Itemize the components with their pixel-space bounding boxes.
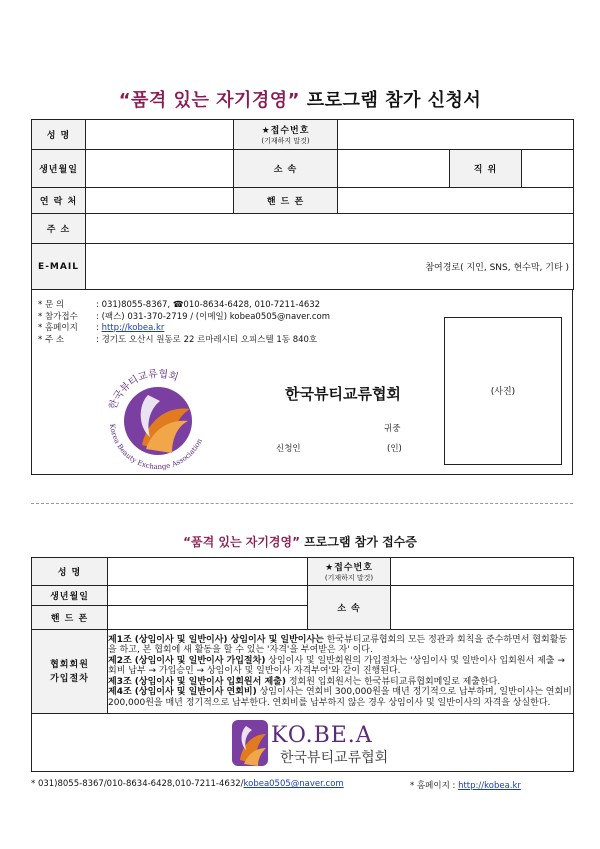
footer-homepage-link[interactable]: http://kobea.kr — [458, 781, 521, 791]
receipt-title: “품격 있는 자기경영” 프로그램 참가 접수증 — [183, 535, 417, 549]
receipt-affiliation-field[interactable] — [391, 586, 574, 630]
position-label: 직 위 — [450, 150, 522, 188]
kobea-logo-korean: 한국뷰티교류협회 — [280, 750, 389, 766]
receipt-number-label-2: ★접수번호 (기재하지 말것) — [308, 558, 391, 586]
receipt-mobile-field[interactable] — [108, 606, 308, 630]
position-field[interactable] — [522, 150, 574, 188]
homepage-link[interactable]: http://kobea.kr — [101, 323, 165, 333]
organization-name: 한국뷰티교류협회 — [285, 385, 401, 403]
photo-box[interactable]: (사진) — [444, 317, 562, 465]
application-form-table — [31, 119, 574, 290]
contact-label: 연 락 처 — [32, 188, 86, 214]
rule-2: 제2조 (상임이사 및 일반이사 가입절차) 상임이사 및 일반회원의 가입절차는 '상임이사 및 일반이사 입회원서 제출 → 회비 납부 → 가입승인 → 상임이사 및 일반이사 자격부여'와 같이 진행된다. — [108, 655, 565, 677]
seal-ring-text-en: Korea Beauty Exchange Association — [108, 423, 204, 472]
birth-field[interactable] — [86, 150, 234, 188]
rule-4: 제4조 (상임이사 및 일반이사 연회비) 상임이사는 연회비 300,000원을 매년 정기적으로 납부하며, 일반이사는 연회비 200,000원을 매년 정기적으로 납부한다. 연회비를 납부하지 않은 경우 상임이사 및 일반이사의 자격을 상실한다. — [108, 687, 572, 708]
cut-line — [31, 503, 573, 504]
name-label: 성 명 — [32, 120, 86, 150]
receipt-affiliation-label: 소 속 — [308, 586, 391, 630]
footer-homepage: * 홈페이지 : http://kobea.kr — [410, 781, 521, 791]
mobile-label: 핸 드 폰 — [234, 188, 338, 214]
receipt-birth-label: 생년월일 — [32, 586, 108, 606]
email-field[interactable] — [86, 244, 574, 290]
name-field[interactable] — [86, 120, 234, 150]
footer-contact: * 031)8055-8367/010-8634-6428,010-7211-4632/kobea0505@naver.com — [31, 779, 344, 789]
participation-route: 참여경로( 지인, SNS, 현수막, 기타 ) — [425, 263, 570, 273]
membership-procedure-label: 협회회원 가입절차 — [32, 630, 108, 714]
receipt-number-field[interactable] — [338, 120, 574, 150]
receipt-name-label: 성 명 — [32, 558, 108, 586]
affiliation-label: 소 속 — [234, 150, 338, 188]
footer-email-link[interactable]: kobea0505@naver.com — [243, 779, 344, 789]
receipt-name-field[interactable] — [108, 558, 308, 586]
kobea-face-icon — [232, 720, 268, 766]
receipt-birth-field[interactable] — [108, 586, 308, 606]
receipt-number-field-2[interactable] — [391, 558, 574, 586]
affiliation-field[interactable] — [338, 150, 450, 188]
association-seal-logo — [102, 365, 214, 477]
receipt-mobile-label: 핸 드 폰 — [32, 606, 108, 630]
birth-label: 생년월일 — [32, 150, 86, 188]
seal-mark: (인) — [387, 444, 402, 454]
seal-ring-text-kr: 한국뷰티교류협회 — [107, 368, 180, 412]
rule-3: 제3조 (상임이사 및 일반이사 입회원서 제출) 정회원 입회원서는 한국뷰티교류협회메일로 제출한다. — [108, 676, 501, 687]
email-label: E-MAIL — [32, 244, 86, 290]
kobea-logo-text: KO.BE.A — [271, 723, 373, 748]
membership-rules — [108, 630, 574, 714]
rule-1: 제1조 (상임이사 및 일반이사) 상임이사 및 일반이사는 한국뷰티교류협회의 모든 정관과 회칙을 준수하면서 협회활동을 하고, 본 협회에 새 활동을 할 수 있는 '자격'을 부여받은 자' 이다. — [108, 634, 568, 656]
receipt-number-label: ★접수번호 (기재하지 말것) — [234, 120, 338, 150]
title-highlight: 품격 있는 자기경영 — [131, 90, 288, 111]
contact-field[interactable] — [86, 188, 234, 214]
address-label: 주 소 — [32, 214, 86, 244]
info-lines: * 문 의 : 031)8055-8367, ☎010-8634-6428, 010-7211-4632 * 참가접수 : (팩스) 031-370-2719 / (이메일) kobea0505@naver.com * 홈페이지 : http://kobea.kr * 주 소 : 경기도 오산시 원동로 22 르마레시티 오피스텔 1동 840호 — [38, 300, 330, 345]
dear-text: 귀중 — [384, 424, 401, 434]
application-title: “품격 있는 자기경영” 프로그램 참가 신청서 — [118, 90, 482, 111]
mobile-field[interactable] — [338, 188, 574, 214]
applicant-label: 신청인 — [276, 444, 301, 454]
address-field[interactable] — [86, 214, 574, 244]
